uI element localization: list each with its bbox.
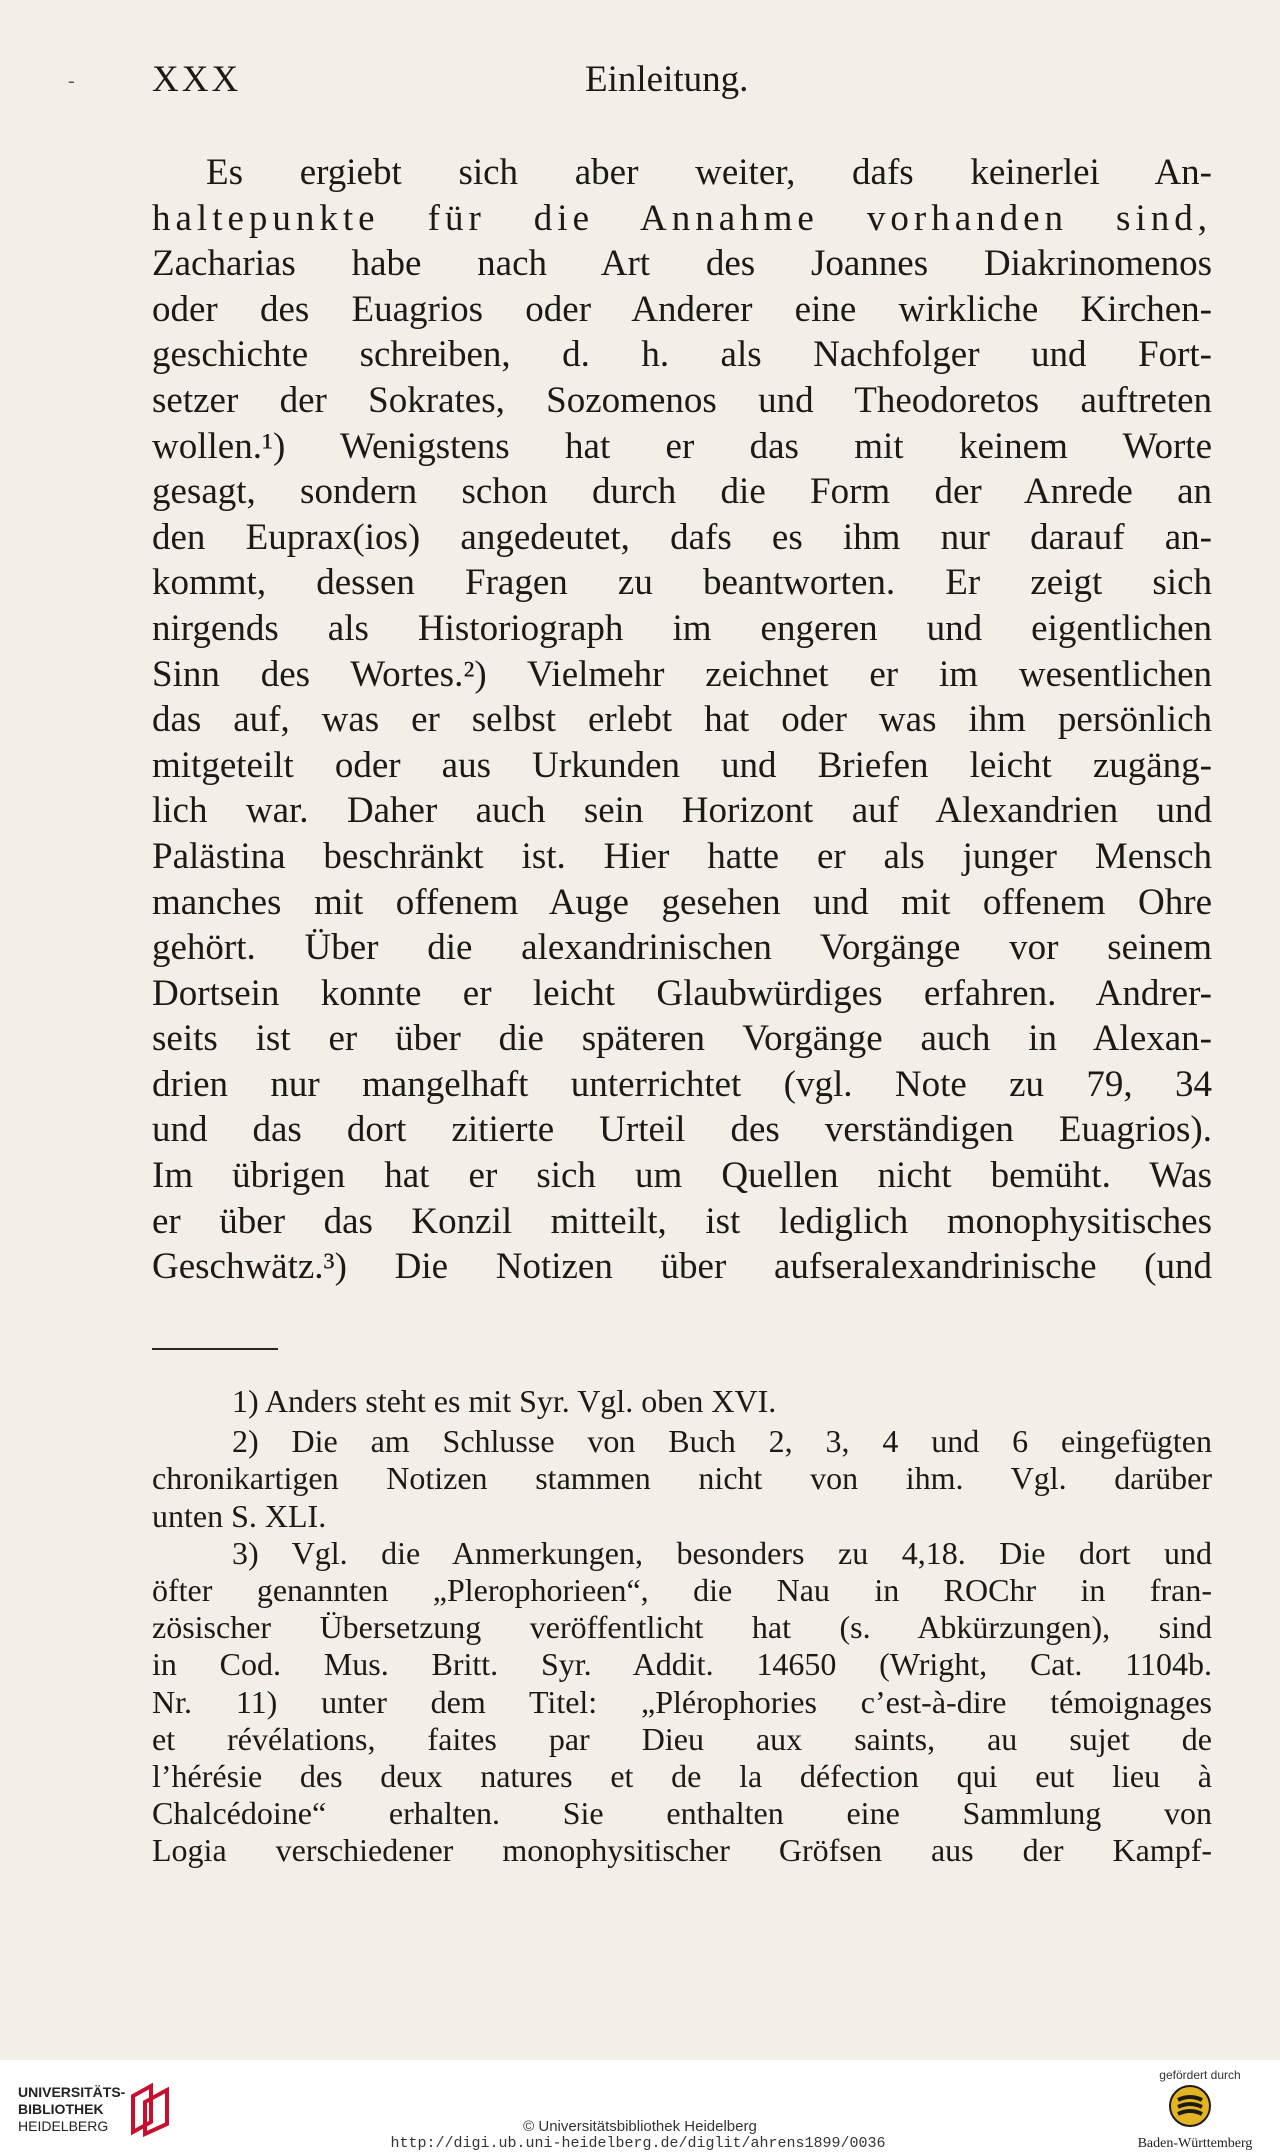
body-line: Es ergiebt sich aber weiter, dafs keinerlei An-	[206, 152, 1212, 193]
footnote-line: 3) Vgl. die Anmerkungen, besonders zu 4,18. Die dort und	[232, 1534, 1212, 1571]
body-line: das auf, was er selbst erlebt hat oder was ihm persönlich	[152, 699, 1212, 741]
funder-name: Baden-Württemberg	[1137, 2136, 1253, 2151]
funded-by-label: gefördert durch	[1159, 2068, 1241, 2082]
footnote-line: l’hérésie des deux natures et de la défection qui eut lieu à	[152, 1757, 1212, 1794]
body-line: kommt, dessen Fragen zu beantworten. Er zeigt sich	[152, 562, 1212, 604]
footnote-line: Nr. 11) unter dem Titel: „Plérophories c’est-à-dire témoignages	[152, 1683, 1212, 1720]
body-line: Im übrigen hat er sich um Quellen nicht bemüht. Was	[152, 1155, 1212, 1197]
copyright-notice: © Universitätsbibliothek Heidelberg	[523, 2118, 757, 2135]
baden-wuerttemberg-lions-icon	[1168, 2084, 1212, 2133]
footnote-line: öfter genannten „Plerophorieen“, die Nau in ROChr in fran-	[152, 1571, 1212, 1608]
body-text	[152, 150, 1212, 1290]
footnote-line: Chalcédoine“ erhalten. Sie enthalten eine Sammlung von	[152, 1795, 1212, 1832]
footnote-divider	[152, 1348, 278, 1350]
body-line: Geschwätz.³) Die Notizen über aufseralexandrinische (und	[152, 1246, 1212, 1288]
body-line: Zacharias habe nach Art des Joannes Diakrinomenos	[152, 243, 1212, 285]
footnote-line: 2) Die am Schlusse von Buch 2, 3, 4 und 6 eingefügten	[232, 1423, 1212, 1460]
footnote-line: in Cod. Mus. Britt. Syr. Addit. 14650 (Wright, Cat. 1104b.	[152, 1646, 1212, 1683]
body-line: Palästina beschränkt ist. Hier hatte er als junger Mensch	[152, 835, 1212, 877]
body-line: mitgeteilt oder aus Urkunden und Briefen leicht zugäng-	[152, 744, 1212, 786]
footnote-line: unten S. XLI.	[152, 1497, 327, 1534]
body-line: wollen.¹) Wenigstens hat er das mit keinem Worte	[152, 425, 1212, 467]
body-line: manches mit offenem Auge gesehen und mit offenem Ohre	[152, 881, 1212, 923]
body-line: setzer der Sokrates, Sozomenos und Theodoretos auftreten	[152, 379, 1212, 421]
body-line: gehört. Über die alexandrinischen Vorgänge vor seinem	[152, 927, 1212, 969]
library-name: UNIVERSITÄTS- BIBLIOTHEK HEIDELBERG	[18, 2084, 126, 2134]
body-line: lich war. Daher auch sein Horizont auf Alexandrien und	[152, 790, 1212, 832]
body-line: haltepunkte für die Annahme vorhanden sind,	[152, 197, 1212, 239]
footnote-line: et révélations, faites par Dieu aux saints, au sujet de	[152, 1720, 1212, 1757]
body-line: oder des Euagrios oder Anderer eine wirkliche Kirchen-	[152, 288, 1212, 330]
footnotes	[152, 1383, 1212, 1869]
footnote-line: Logia verschiedener monophysitischer Gröfsen aus der Kampf-	[152, 1832, 1212, 1869]
body-line: er über das Konzil mitteilt, ist lediglich monophysitisches	[152, 1200, 1212, 1242]
margin-mark: -	[68, 70, 75, 92]
body-line: Sinn des Wortes.²) Vielmehr zeichnet er im wesentlichen	[152, 653, 1212, 695]
body-line: geschichte schreiben, d. h. als Nachfolger und Fort-	[152, 334, 1212, 376]
digitization-footer	[0, 2060, 1280, 2156]
body-line: und das dort zitierte Urteil des verständigen Euagrios).	[152, 1109, 1212, 1151]
body-line: nirgends als Historiograph im engeren und eigentlichen	[152, 607, 1212, 649]
footnote-line: 1) Anders steht es mit Syr. Vgl. oben XVI.	[232, 1383, 777, 1419]
page-number: XXX	[152, 59, 242, 100]
body-line: drien nur mangelhaft unterrichtet (vgl. Note zu 79, 34	[152, 1063, 1212, 1105]
page-header	[152, 58, 1212, 106]
running-title: Einleitung.	[585, 59, 749, 100]
body-line: den Euprax(ios) angedeutet, dafs es ihm nur darauf an-	[152, 516, 1212, 558]
ub-heidelberg-logo-icon	[127, 2082, 177, 2143]
body-line: seits ist er über die späteren Vorgänge auch in Alexan-	[152, 1018, 1212, 1060]
permalink[interactable]: http://digi.ub.uni-heidelberg.de/diglit/ahrens1899/0036	[390, 2135, 886, 2152]
footnote-line: chronikartigen Notizen stammen nicht von ihm. Vgl. darüber	[152, 1460, 1212, 1497]
footnote-line: zösischer Übersetzung veröffentlicht hat (s. Abkürzungen), sind	[152, 1609, 1212, 1646]
body-line: gesagt, sondern schon durch die Form der Anrede an	[152, 471, 1212, 513]
body-line: Dortsein konnte er leicht Glaubwürdiges erfahren. Andrer-	[152, 972, 1212, 1014]
